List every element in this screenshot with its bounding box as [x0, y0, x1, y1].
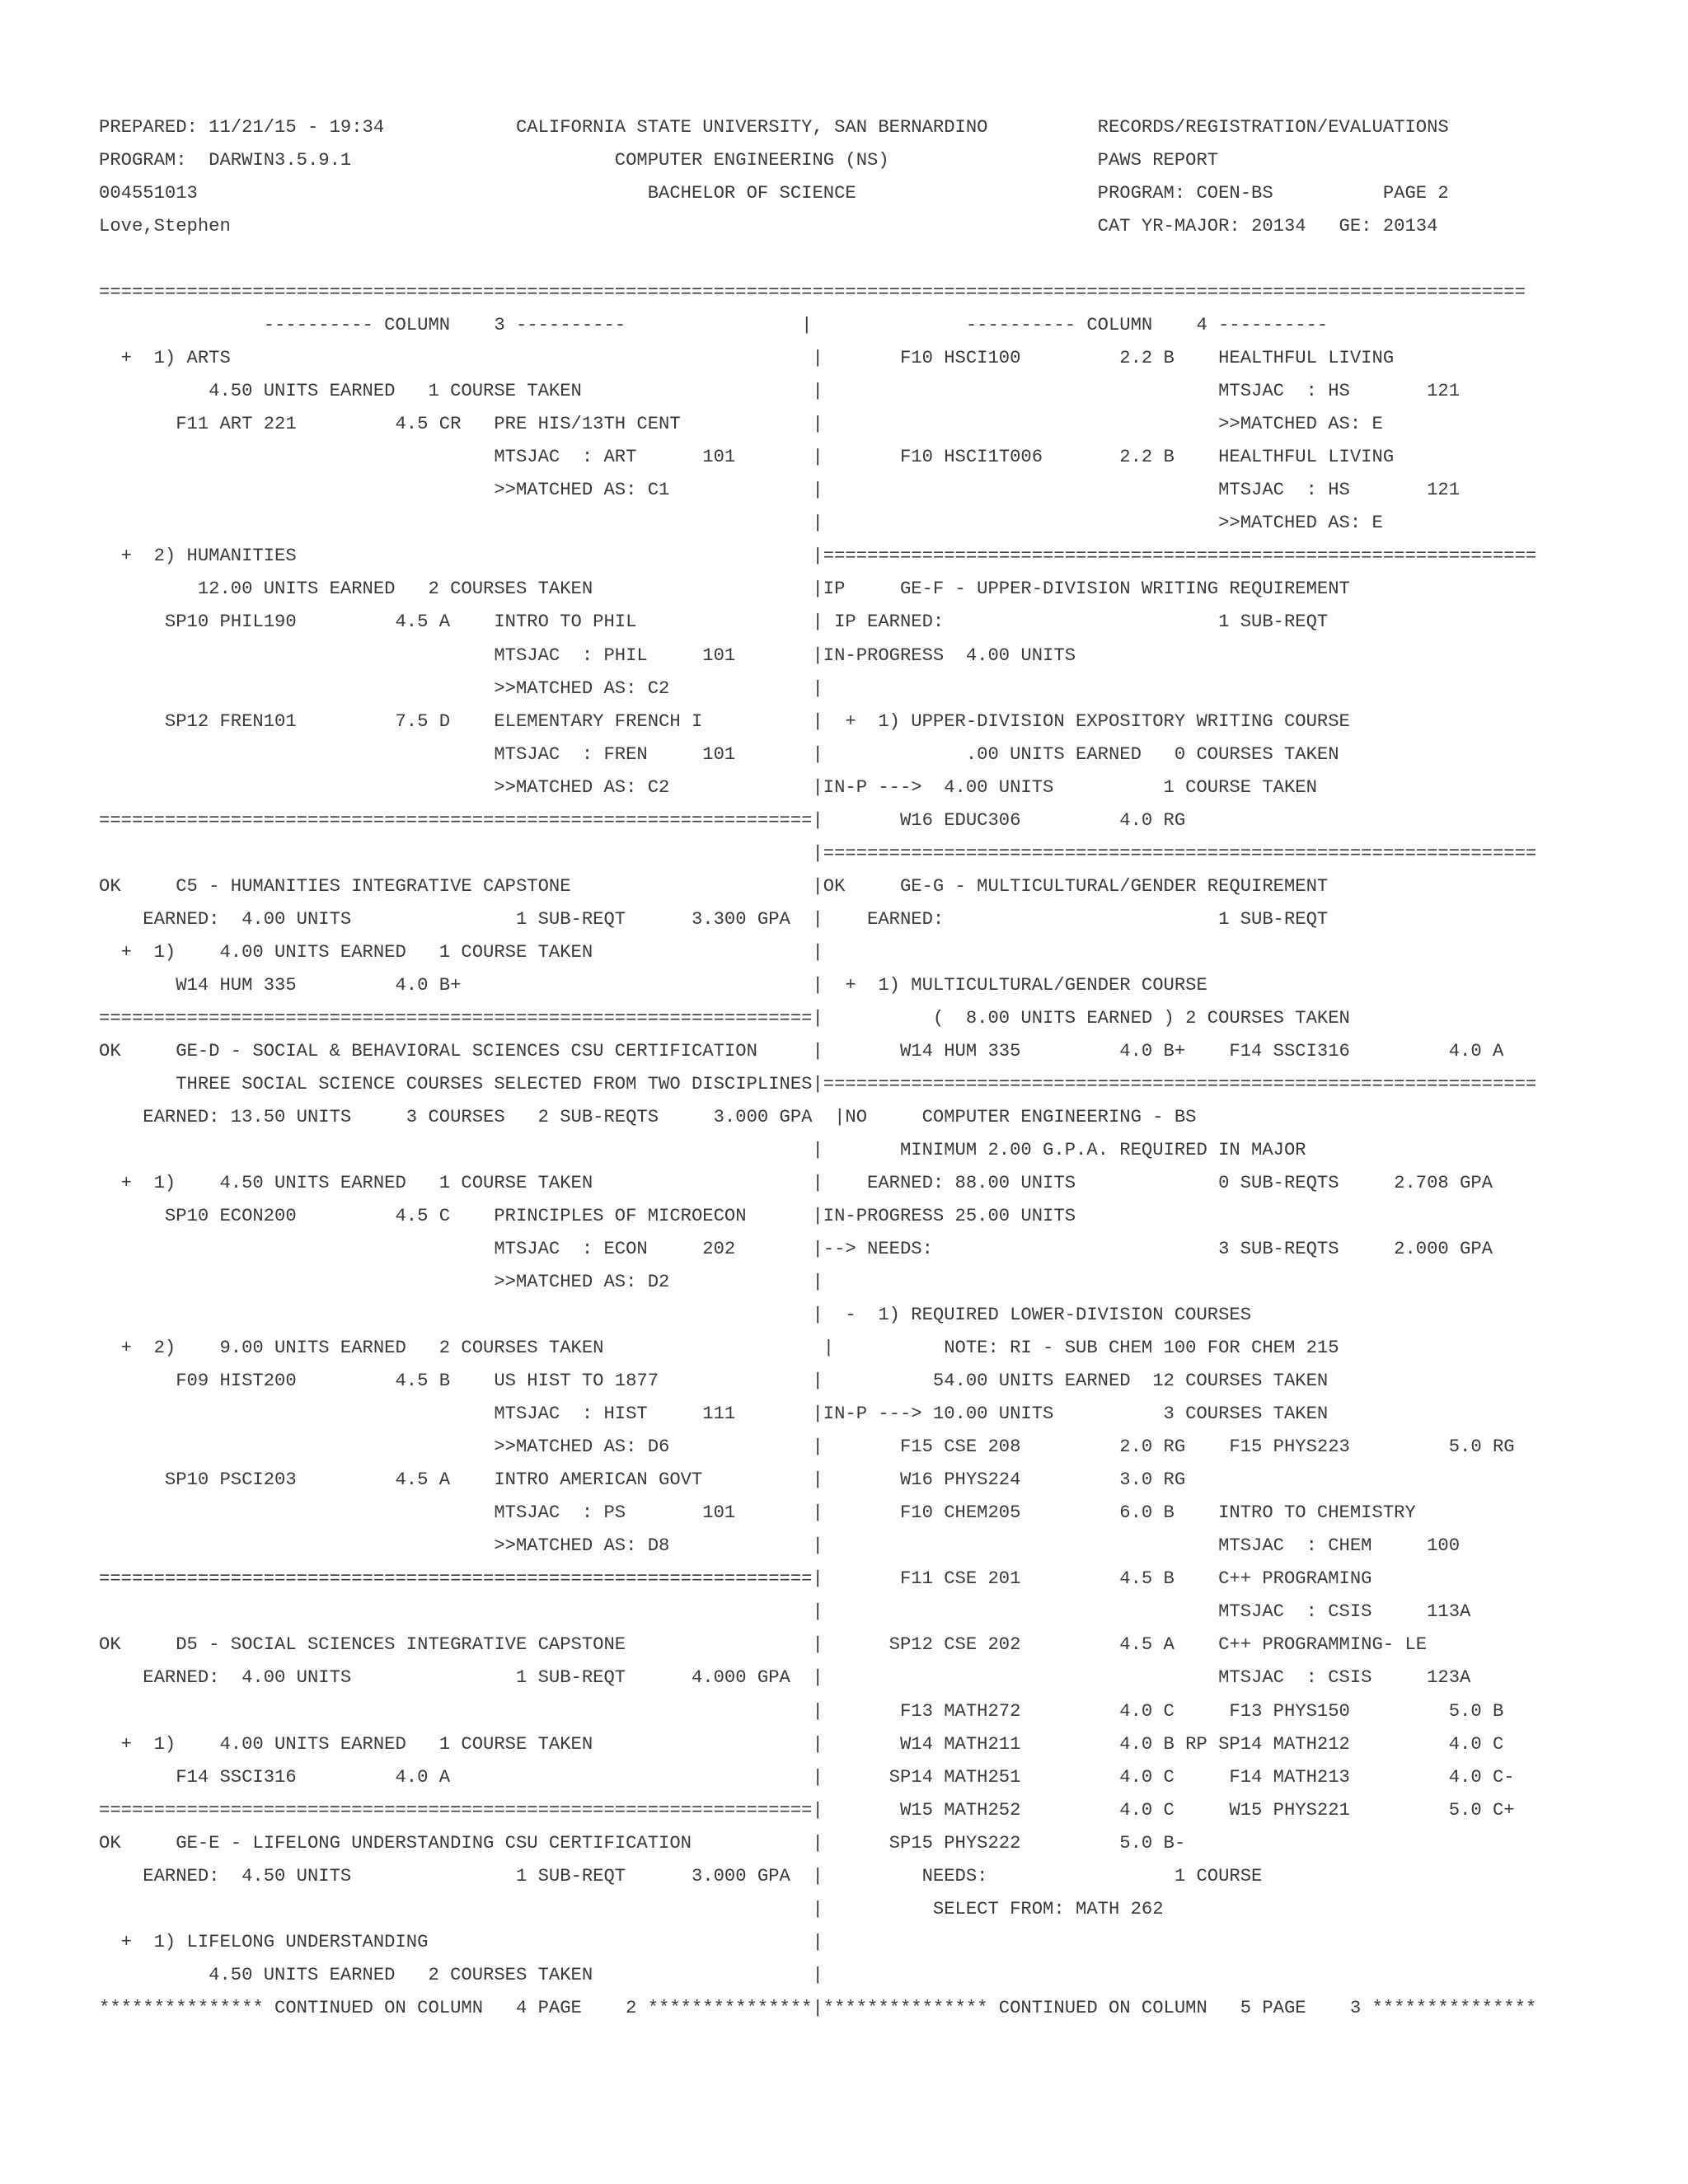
report-line: | F13 MATH272 4.0 C F13 PHYS150 5.0 B	[99, 1700, 1504, 1722]
report-line: |=================================================================	[99, 842, 1537, 864]
report-line: 4.50 UNITS EARNED 1 COURSE TAKEN | MTSJAC : HS 121	[99, 381, 1461, 402]
report-line: >>MATCHED AS: D6 | F15 CSE 208 2.0 RG F15 PHYS223 5.0 RG	[99, 1436, 1515, 1458]
report-line: + 1) 4.50 UNITS EARNED 1 COURSE TAKEN | EARNED: 88.00 UNITS 0 SUB-REQTS 2.708 GPA	[99, 1173, 1493, 1193]
report-line: SP10 PHIL190 4.5 A INTRO TO PHIL | IP EARNED: 1 SUB-REQT	[99, 612, 1329, 633]
report-line: + 1) LIFELONG UNDERSTANDING |	[99, 1931, 823, 1952]
report-line: THREE SOCIAL SCIENCE COURSES SELECTED FROM TWO DISCIPLINES|=================================================================	[99, 1073, 1537, 1094]
report-line: OK D5 - SOCIAL SCIENCES INTEGRATIVE CAPSTONE | SP12 CSE 202 4.5 A C++ PROGRAMMING- LE	[99, 1634, 1428, 1656]
report-line: 4.50 UNITS EARNED 2 COURSES TAKEN |	[99, 1964, 823, 1985]
report-line: | - 1) REQUIRED LOWER-DIVISION COURSES	[99, 1305, 1252, 1326]
report-line: + 2) HUMANITIES |=================================================================	[99, 546, 1537, 567]
report-line: F11 ART 221 4.5 CR PRE HIS/13TH CENT | >>MATCHED AS: E	[99, 414, 1383, 435]
report-line: =================================================================| W15 MATH252 4.0 C W15 PHYS221 5.0 C+	[99, 1799, 1515, 1821]
report-line: MTSJAC : PS 101 | F10 CHEM205 6.0 B INTRO TO CHEMISTRY	[99, 1502, 1416, 1524]
report-line: MTSJAC : PHIL 101 |IN-PROGRESS 4.00 UNITS	[99, 644, 1076, 666]
report-line: | SELECT FROM: MATH 262	[99, 1898, 1164, 1919]
report-line: OK GE-D - SOCIAL & BEHAVIORAL SCIENCES CSU CERTIFICATION | W14 HUM 335 4.0 B+ F14 SSCI316 4.0 A	[99, 1040, 1504, 1062]
paws-report-page	[99, 111, 1648, 2025]
report-line: F14 SSCI316 4.0 A | SP14 MATH251 4.0 C F14 MATH213 4.0 C-	[99, 1766, 1515, 1788]
report-line: + 1) 4.00 UNITS EARNED 1 COURSE TAKEN |	[99, 941, 823, 963]
report-line: ---------- COLUMN 3 ---------- | ---------- COLUMN 4 ----------	[99, 315, 1329, 336]
report-line: MTSJAC : ECON 202 |--> NEEDS: 3 SUB-REQTS 2.000 GPA	[99, 1239, 1493, 1260]
report-line: OK C5 - HUMANITIES INTEGRATIVE CAPSTONE |OK GE-G - MULTICULTURAL/GENDER REQUIREMENT	[99, 875, 1329, 897]
report-line: ==================================================================================================================================	[99, 282, 1526, 303]
report-line: | MTSJAC : CSIS 113A	[99, 1601, 1471, 1623]
report-line: W14 HUM 335 4.0 B+ | + 1) MULTICULTURAL/GENDER COURSE	[99, 974, 1207, 996]
report-line: EARNED: 4.00 UNITS 1 SUB-REQT 3.300 GPA | EARNED: 1 SUB-REQT	[99, 908, 1329, 930]
report-line: >>MATCHED AS: C2 |IN-P ---> 4.00 UNITS 1 COURSE TAKEN	[99, 776, 1317, 798]
report-line: EARNED: 4.50 UNITS 1 SUB-REQT 3.000 GPA | NEEDS: 1 COURSE	[99, 1865, 1263, 1886]
report-line	[99, 243, 1648, 276]
report-line: F09 HIST200 4.5 B US HIST TO 1877 | 54.00 UNITS EARNED 12 COURSES TAKEN	[99, 1371, 1329, 1392]
report-line: EARNED: 4.00 UNITS 1 SUB-REQT 4.000 GPA | MTSJAC : CSIS 123A	[99, 1667, 1471, 1689]
report-line: OK GE-E - LIFELONG UNDERSTANDING CSU CERTIFICATION | SP15 PHYS222 5.0 B-	[99, 1832, 1186, 1854]
report-line: MTSJAC : ART 101 | F10 HSCI1T006 2.2 B HEALTHFUL LIVING	[99, 447, 1395, 468]
report-line: + 2) 9.00 UNITS EARNED 2 COURSES TAKEN | NOTE: RI - SUB CHEM 100 FOR CHEM 215	[99, 1338, 1339, 1359]
report-line: >>MATCHED AS: D8 | MTSJAC : CHEM 100	[99, 1535, 1461, 1557]
report-line: 12.00 UNITS EARNED 2 COURSES TAKEN |IP GE-F - UPPER-DIVISION WRITING REQUIREMENT	[99, 579, 1350, 600]
report-line: PROGRAM: DARWIN3.5.9.1 COMPUTER ENGINEERING (NS) PAWS REPORT	[99, 150, 1219, 171]
report-line: + 1) 4.00 UNITS EARNED 1 COURSE TAKEN | W14 MATH211 4.0 B RP SP14 MATH212 4.0 C	[99, 1733, 1504, 1755]
report-line: =================================================================| W16 EDUC306 4.0 RG	[99, 809, 1186, 831]
report-line: SP12 FREN101 7.5 D ELEMENTARY FRENCH I | + 1) UPPER-DIVISION EXPOSITORY WRITING COURSE	[99, 710, 1350, 732]
report-line: + 1) ARTS | F10 HSCI100 2.2 B HEALTHFUL LIVING	[99, 348, 1395, 369]
report-line: EARNED: 13.50 UNITS 3 COURSES 2 SUB-REQTS 3.000 GPA |NO COMPUTER ENGINEERING - BS	[99, 1106, 1197, 1127]
report-line: >>MATCHED AS: C1 | MTSJAC : HS 121	[99, 480, 1461, 501]
report-line: | MINIMUM 2.00 G.P.A. REQUIRED IN MAJOR	[99, 1139, 1306, 1160]
report-line: *************** CONTINUED ON COLUMN 4 PAGE 2 ***************|*************** CONTINUED ON COLUMN 5 PAGE 3 ***************	[99, 1997, 1537, 2018]
report-line: | >>MATCHED AS: E	[99, 513, 1383, 534]
report-line: 004551013 BACHELOR OF SCIENCE PROGRAM: COEN-BS PAGE 2	[99, 183, 1449, 204]
report-line: =================================================================| F11 CSE 201 4.5 B C++ PROGRAMING	[99, 1568, 1372, 1590]
report-line: MTSJAC : HIST 111 |IN-P ---> 10.00 UNITS 3 COURSES TAKEN	[99, 1404, 1329, 1425]
report-line: Love,Stephen CAT YR-MAJOR: 20134 GE: 20134	[99, 216, 1438, 237]
report-line: PREPARED: 11/21/15 - 19:34 CALIFORNIA STATE UNIVERSITY, SAN BERNARDINO RECORDS/REGISTRATION/EVALUATIONS	[99, 117, 1449, 138]
report-line: SP10 PSCI203 4.5 A INTRO AMERICAN GOVT | W16 PHYS224 3.0 RG	[99, 1469, 1186, 1491]
report-line: SP10 ECON200 4.5 C PRINCIPLES OF MICROECON |IN-PROGRESS 25.00 UNITS	[99, 1206, 1076, 1227]
report-line: =================================================================| ( 8.00 UNITS EARNED ) 2 COURSES TAKEN	[99, 1007, 1350, 1029]
report-line: >>MATCHED AS: D2 |	[99, 1272, 823, 1293]
report-line: >>MATCHED AS: C2 |	[99, 677, 823, 699]
report-line: MTSJAC : FREN 101 | .00 UNITS EARNED 0 COURSES TAKEN	[99, 743, 1339, 765]
